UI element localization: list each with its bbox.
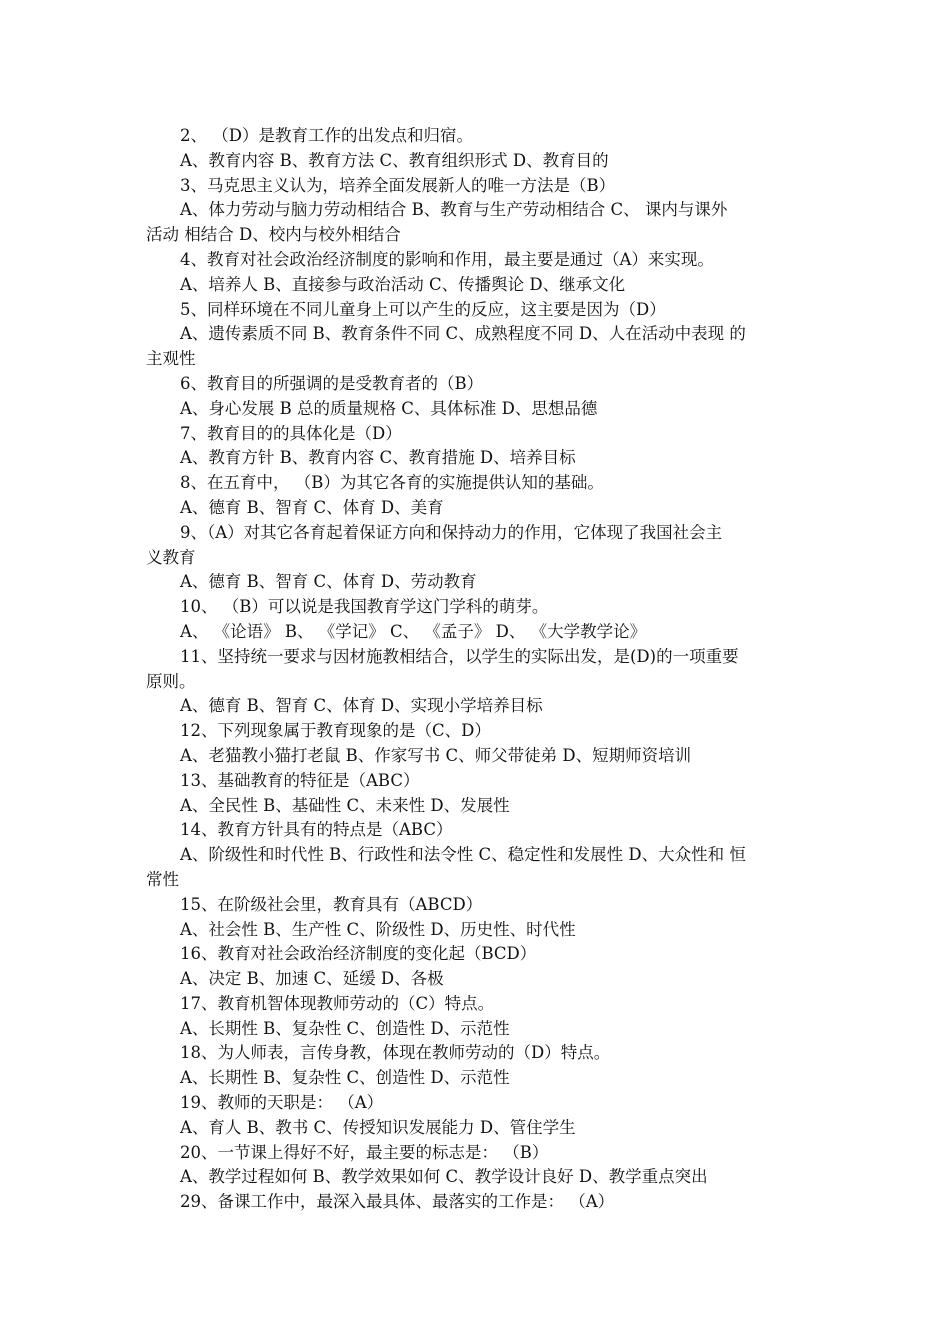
text-line: A、教育内容 B、教育方法 C、教育组织形式 D、教育目的 [180, 150, 609, 170]
text-line: A、德育 B、智育 C、体育 D、劳动教育 [180, 572, 477, 592]
text-line: A、决定 B、加速 C、延缓 D、各极 [180, 969, 444, 989]
text-line: 主观性 [146, 349, 196, 369]
document-body [146, 124, 814, 1215]
text-line: A、育人 B、教书 C、传授知识发展能力 D、管住学生 [180, 1117, 576, 1137]
text-line: 活动 相结合 D、校内与校外相结合 [146, 225, 401, 245]
text-line: A、遗传素质不同 B、教育条件不同 C、成熟程度不同 D、人在活动中表现 的 [180, 324, 746, 344]
text-line: 6、教育目的所强调的是受教育者的（B） [180, 373, 484, 393]
text-line: 原则。 [146, 671, 196, 691]
text-line: A、教学过程如何 B、教学效果如何 C、教学设计良好 D、教学重点突出 [180, 1167, 708, 1187]
text-line: 常性 [146, 869, 179, 889]
text-line: 5、同样环境在不同儿童身上可以产生的反应，这主要是因为（D） [180, 299, 666, 319]
text-line: A、 《论语》 B、 《学记》 C、 《孟子》 D、 《大学教学论》 [180, 621, 647, 641]
text-line: A、培养人 B、直接参与政治活动 C、传播舆论 D、继承文化 [180, 274, 626, 294]
text-line: 义教育 [146, 547, 196, 567]
text-line: 15、在阶级社会里，教育具有（ABCD） [180, 894, 483, 914]
text-line: 2、 （D）是教育工作的出发点和归宿。 [180, 126, 473, 145]
text-line: 17、教育机智体现教师劳动的（C）特点。 [180, 993, 495, 1013]
text-line: 14、教育方针具有的特点是（ABC） [180, 820, 453, 840]
text-line: A、长期性 B、复杂性 C、创造性 D、示范性 [180, 1068, 510, 1088]
text-line: 16、教育对社会政治经济制度的变化起（BCD） [180, 944, 537, 964]
text-line: 11、坚持统一要求与因材施教相结合，以学生的实际出发，是(D)的一项重要 [180, 646, 739, 666]
text-line: 13、基础教育的特征是（ABC） [180, 770, 420, 790]
text-line: A、长期性 B、复杂性 C、创造性 D、示范性 [180, 1018, 510, 1038]
text-line: 20、一节课上得好不好，最主要的标志是： （B） [180, 1142, 549, 1162]
text-line: A、身心发展 B 总的质量规格 C、具体标准 D、思想品德 [180, 398, 598, 418]
text-line: 19、教师的天职是： （A） [180, 1093, 384, 1113]
text-line: 4、教育对社会政治经济制度的影响和作用，最主要是通过（A）来实现。 [180, 249, 714, 269]
text-line: A、社会性 B、生产性 C、阶级性 D、历史性、时代性 [180, 919, 576, 939]
text-line: A、德育 B、智育 C、体育 D、美育 [180, 497, 444, 517]
text-line: 10、 （B）可以说是我国教育学这门学科的萌芽。 [180, 597, 549, 617]
text-line: A、教育方针 B、教育内容 C、教育措施 D、培养目标 [180, 448, 576, 468]
text-line: A、阶级性和时代性 B、行政性和法令性 C、稳定性和发展性 D、大众性和 恒 [180, 845, 746, 865]
text-line: A、体力劳动与脑力劳动相结合 B、教育与生产劳动相结合 C、 课内与课外 [180, 200, 728, 220]
text-line: 9、（A）对其它各育起着保证方向和保持动力的作用，它体现了我国社会主 [180, 522, 723, 542]
text-line: A、全民性 B、基础性 C、未来性 D、发展性 [180, 795, 510, 815]
text-line: 8、在五育中， （B）为其它各育的实施提供认知的基础。 [180, 473, 604, 493]
text-line: A、德育 B、智育 C、体育 D、实现小学培养目标 [180, 696, 543, 716]
text-line: 7、教育目的的具体化是（D） [180, 423, 402, 443]
text-line: 18、为人师表，言传身教，体现在教师劳动的（D）特点。 [180, 1043, 611, 1063]
text-line: A、老猫教小猫打老鼠 B、作家写书 C、师父带徒弟 D、短期师资培训 [180, 745, 692, 765]
text-line: 12、下列现象属于教育现象的是（C、D） [180, 721, 491, 741]
text-line: 3、马克思主义认为，培养全面发展新人的唯一方法是（B） [180, 175, 616, 195]
text-line: 29、备课工作中，最深入最具体、最落实的工作是： （A） [180, 1192, 615, 1212]
